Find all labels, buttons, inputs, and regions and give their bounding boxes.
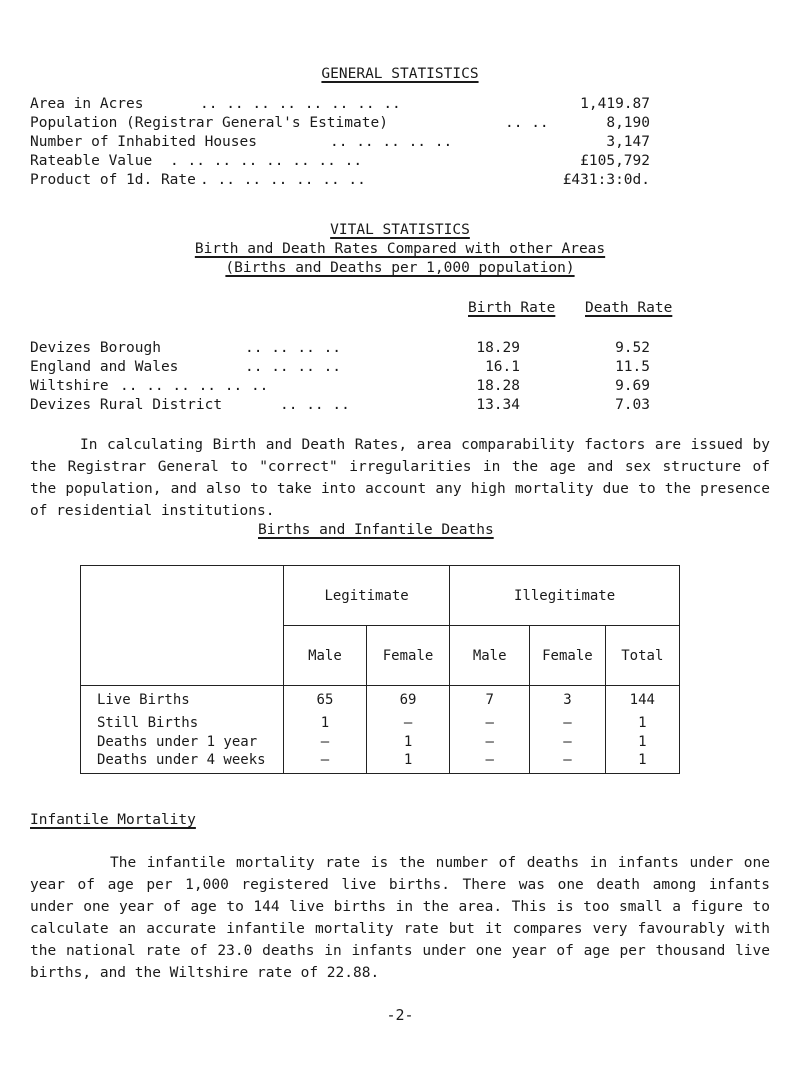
male-header: Male — [283, 626, 366, 686]
table-row — [81, 686, 680, 714]
area-label: England and Wales — [30, 359, 179, 375]
birth-rate: 16.1 — [485, 359, 520, 375]
cell: – — [283, 752, 366, 774]
cell: – — [450, 714, 530, 733]
death-rate: 11.5 — [615, 359, 650, 375]
area-label: Devizes Borough — [30, 340, 161, 356]
cell: 1 — [366, 733, 449, 752]
row-label: Still Births — [81, 714, 284, 733]
stat-label: Population (Registrar General's Estimate) — [30, 115, 388, 131]
table-row — [81, 733, 680, 752]
cell: – — [450, 733, 530, 752]
stat-value: 1,419.87 — [580, 96, 650, 112]
cell: – — [530, 752, 605, 774]
rates-note: In calculating Birth and Death Rates, area comparability factors are issued by the Registrar General to "correct" irregularities in the age and sex structure of the population, and also to take into account any high mortality due to the presence of residential institutions. — [30, 437, 770, 519]
stat-dots: .. .. .. .. .. .. .. .. — [200, 96, 401, 112]
cell: 1 — [283, 714, 366, 733]
stat-dots: .. .. — [505, 115, 549, 131]
cell: – — [366, 714, 449, 733]
birth-rate: 13.34 — [476, 397, 520, 413]
stat-value: 3,147 — [606, 134, 650, 150]
page-title: GENERAL STATISTICS — [321, 66, 479, 82]
births-table — [80, 565, 680, 774]
cell: 1 — [605, 733, 679, 752]
stat-dots: . .. .. .. .. .. .. .. — [170, 153, 363, 169]
death-rate: 7.03 — [615, 397, 650, 413]
death-rate: 9.52 — [615, 340, 650, 356]
col-death-rate: Death Rate — [585, 300, 673, 316]
stat-dots: .. .. .. .. .. — [330, 134, 453, 150]
vital-title: VITAL STATISTICS — [330, 222, 470, 238]
stat-label: Product of 1d. Rate — [30, 172, 196, 188]
cell: 65 — [283, 686, 366, 714]
stat-dots: . .. .. .. .. .. .. — [200, 172, 366, 188]
stat-label: Area in Acres — [30, 96, 144, 112]
cell: 69 — [366, 686, 449, 714]
birth-rate: 18.29 — [476, 340, 520, 356]
cell: 7 — [450, 686, 530, 714]
stat-value: £105,792 — [580, 153, 650, 169]
blank-header — [81, 566, 284, 686]
area-label: Wiltshire — [30, 378, 109, 394]
area-label: Devizes Rural District — [30, 397, 223, 413]
area-dots: .. .. .. .. .. .. — [120, 378, 269, 394]
cell: – — [450, 752, 530, 774]
total-header: Total — [605, 626, 679, 686]
area-dots: .. .. .. — [280, 397, 350, 413]
vital-subtitle: Birth and Death Rates Compared with other Areas — [194, 241, 606, 257]
table-row — [81, 752, 680, 774]
cell: 144 — [605, 686, 679, 714]
male-header: Male — [450, 626, 530, 686]
cell: 1 — [366, 752, 449, 774]
infantile-text: The infantile mortality rate is the number of deaths in infants under one year of age per 1,000 registered live births. There was one death among infants under one year of age to 144 live births in the area. This is too small a figure to calculate an accurate infantile mortality rate but it compares very favourably with the national rate of 23.0 deaths in infants under one year of age per thousand live births, and the Wiltshire rate of 22.88. — [30, 855, 770, 981]
row-label: Live Births — [81, 686, 284, 714]
cell: – — [530, 733, 605, 752]
stat-value: £431:3:0d. — [562, 172, 650, 188]
area-dots: .. .. .. .. — [245, 359, 342, 375]
cell: 1 — [605, 714, 679, 733]
birth-rate: 18.28 — [476, 378, 520, 394]
infantile-title: Infantile Mortality — [30, 812, 196, 828]
female-header: Female — [530, 626, 605, 686]
births-title: Births and Infantile Deaths — [258, 522, 494, 538]
female-header: Female — [366, 626, 449, 686]
area-dots: .. .. .. .. — [245, 340, 342, 356]
death-rate: 9.69 — [615, 378, 650, 394]
vital-subtitle-2: (Births and Deaths per 1,000 population) — [225, 260, 575, 276]
legitimate-header: Legitimate — [283, 566, 449, 626]
cell: 1 — [605, 752, 679, 774]
stat-label: Rateable Value — [30, 153, 153, 169]
row-label: Deaths under 1 year — [81, 733, 284, 752]
illegitimate-header: Illegitimate — [450, 566, 680, 626]
cell: 3 — [530, 686, 605, 714]
row-label: Deaths under 4 weeks — [81, 752, 284, 774]
page-number: -2- — [386, 1006, 414, 1024]
stat-value: 8,190 — [606, 115, 650, 131]
cell: – — [530, 714, 605, 733]
cell: – — [283, 733, 366, 752]
stat-label: Number of Inhabited Houses — [30, 134, 257, 150]
table-row — [81, 714, 680, 733]
col-birth-rate: Birth Rate — [468, 300, 556, 316]
